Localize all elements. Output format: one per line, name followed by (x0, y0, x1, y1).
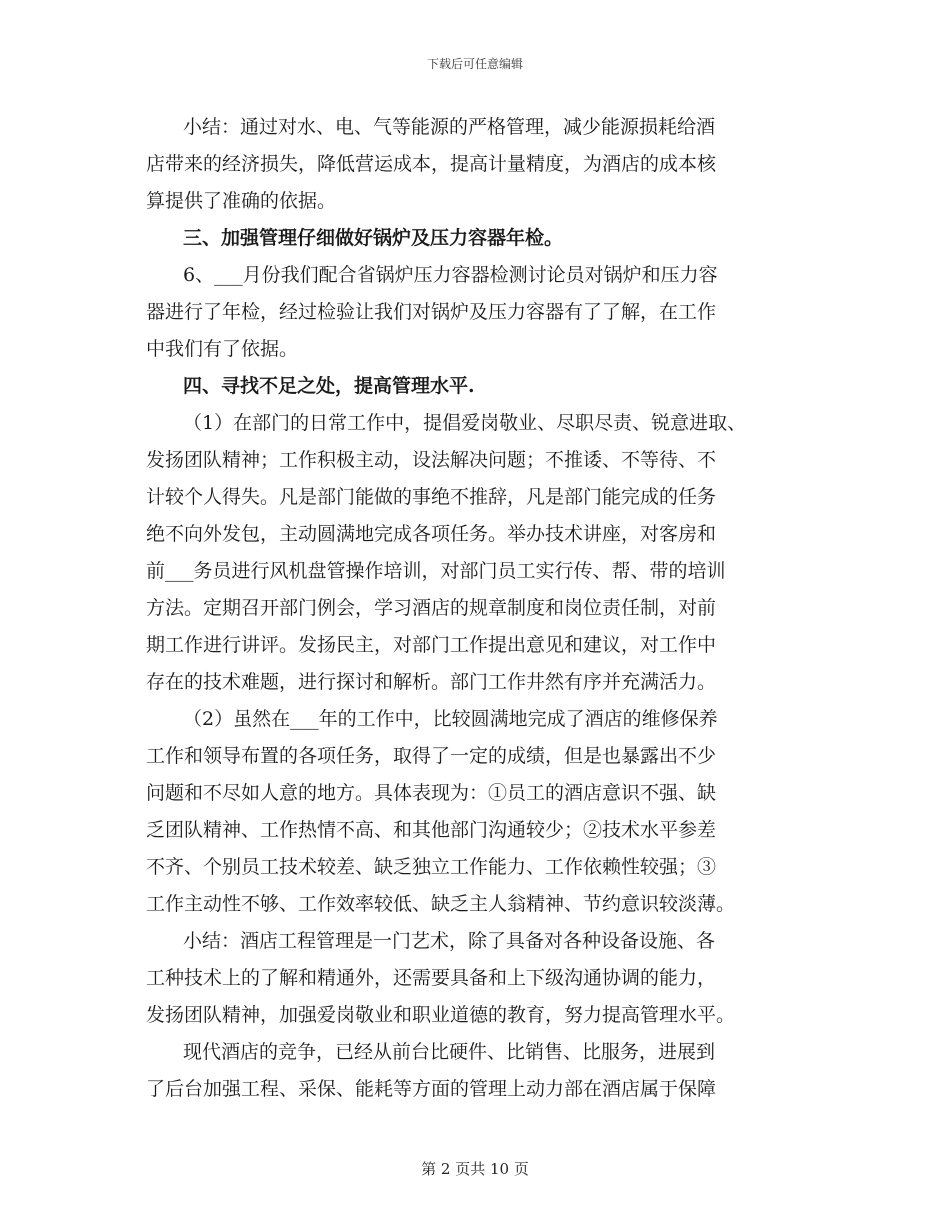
section-heading: 四、寻找不足之处，提高管理水平. (183, 375, 475, 397)
paragraph-line: 6、___月份我们配合省锅炉压力容器检测讨论员对锅炉和压力容 (183, 264, 718, 286)
paragraph-line: 不齐、个别员工技术较差、缺乏独立工作能力、工作依赖性较强；③ (146, 856, 717, 878)
paragraph-line: 中我们有了依据。 (146, 338, 299, 360)
paragraph-line: 乏团队精神、工作热情不高、和其他部门沟通较少；②技术水平参差 (146, 819, 717, 841)
paragraph-line: 发扬团队精神；工作积极主动，设法解决问题；不推诿、不等待、不 (146, 449, 717, 471)
section-heading: 三、加强管理仔细做好锅炉及压力容器年检。 (183, 227, 564, 249)
paragraph-line: 了后台加强工程、采保、能耗等方面的管理上动力部在酒店属于保障 (146, 1078, 717, 1100)
paragraph-line: 算提供了准确的依据。 (146, 190, 337, 212)
paragraph-line: 小结：通过对水、电、气等能源的严格管理，减少能源损耗给酒 (183, 116, 716, 138)
paragraph-line: 绝不向外发包，主动圆满地完成各项任务。举办技术讲座，对客房和 (146, 523, 717, 545)
paragraph-line: 小结：酒店工程管理是一门艺术，除了具备对各种设备设施、各 (183, 930, 716, 952)
paragraph-line: 工作主动性不够、工作效率较低、缺乏主人翁精神、节约意识较淡薄。 (146, 893, 736, 915)
paragraph-line: （2）虽然在___年的工作中，比较圆满地完成了酒店的维修保养 (183, 708, 718, 730)
paragraph-line: 方法。定期召开部门例会，学习酒店的规章制度和岗位责任制，对前 (146, 597, 717, 619)
paragraph-line: 工作和领导布置的各项任务，取得了一定的成绩，但是也暴露出不少 (146, 745, 717, 767)
paragraph-line: 店带来的经济损失，降低营运成本，提高计量精度，为酒店的成本核 (146, 153, 717, 175)
page-number: 第 2 页共 10 页 (421, 1160, 529, 1178)
paragraph-line: 问题和不尽如人意的地方。具体表现为：①员工的酒店意识不强、缺 (146, 782, 717, 804)
paragraph-line: 现代酒店的竞争，已经从前台比硬件、比销售、比服务，进展到 (183, 1041, 716, 1063)
paragraph-line: 器进行了年检，经过检验让我们对锅炉及压力容器有了了解，在工作 (146, 301, 717, 323)
paragraph-line: 工种技术上的了解和精通外，还需要具备和上下级沟通协调的能力， (146, 967, 717, 989)
paragraph-line: 计较个人得失。凡是部门能做的事绝不推辞，凡是部门能完成的任务 (146, 486, 717, 508)
paragraph-line: 存在的技术难题，进行探讨和解析。部门工作井然有序并充满活力。 (146, 671, 717, 693)
paragraph-line: 前___务员进行风机盘管操作培训，对部门员工实行传、帮、带的培训 (146, 560, 726, 582)
paragraph-line: 期工作进行讲评。发扬民主，对部门工作提出意见和建议，对工作中 (146, 634, 717, 656)
page-header-note: 下载后可任意编辑 (426, 57, 523, 71)
paragraph-line: （1）在部门的日常工作中，提倡爱岗敬业、尽职尽责、锐意进取、 (183, 412, 747, 434)
paragraph-line: 发扬团队精神，加强爱岗敬业和职业道德的教育，努力提高管理水平。 (146, 1004, 736, 1026)
